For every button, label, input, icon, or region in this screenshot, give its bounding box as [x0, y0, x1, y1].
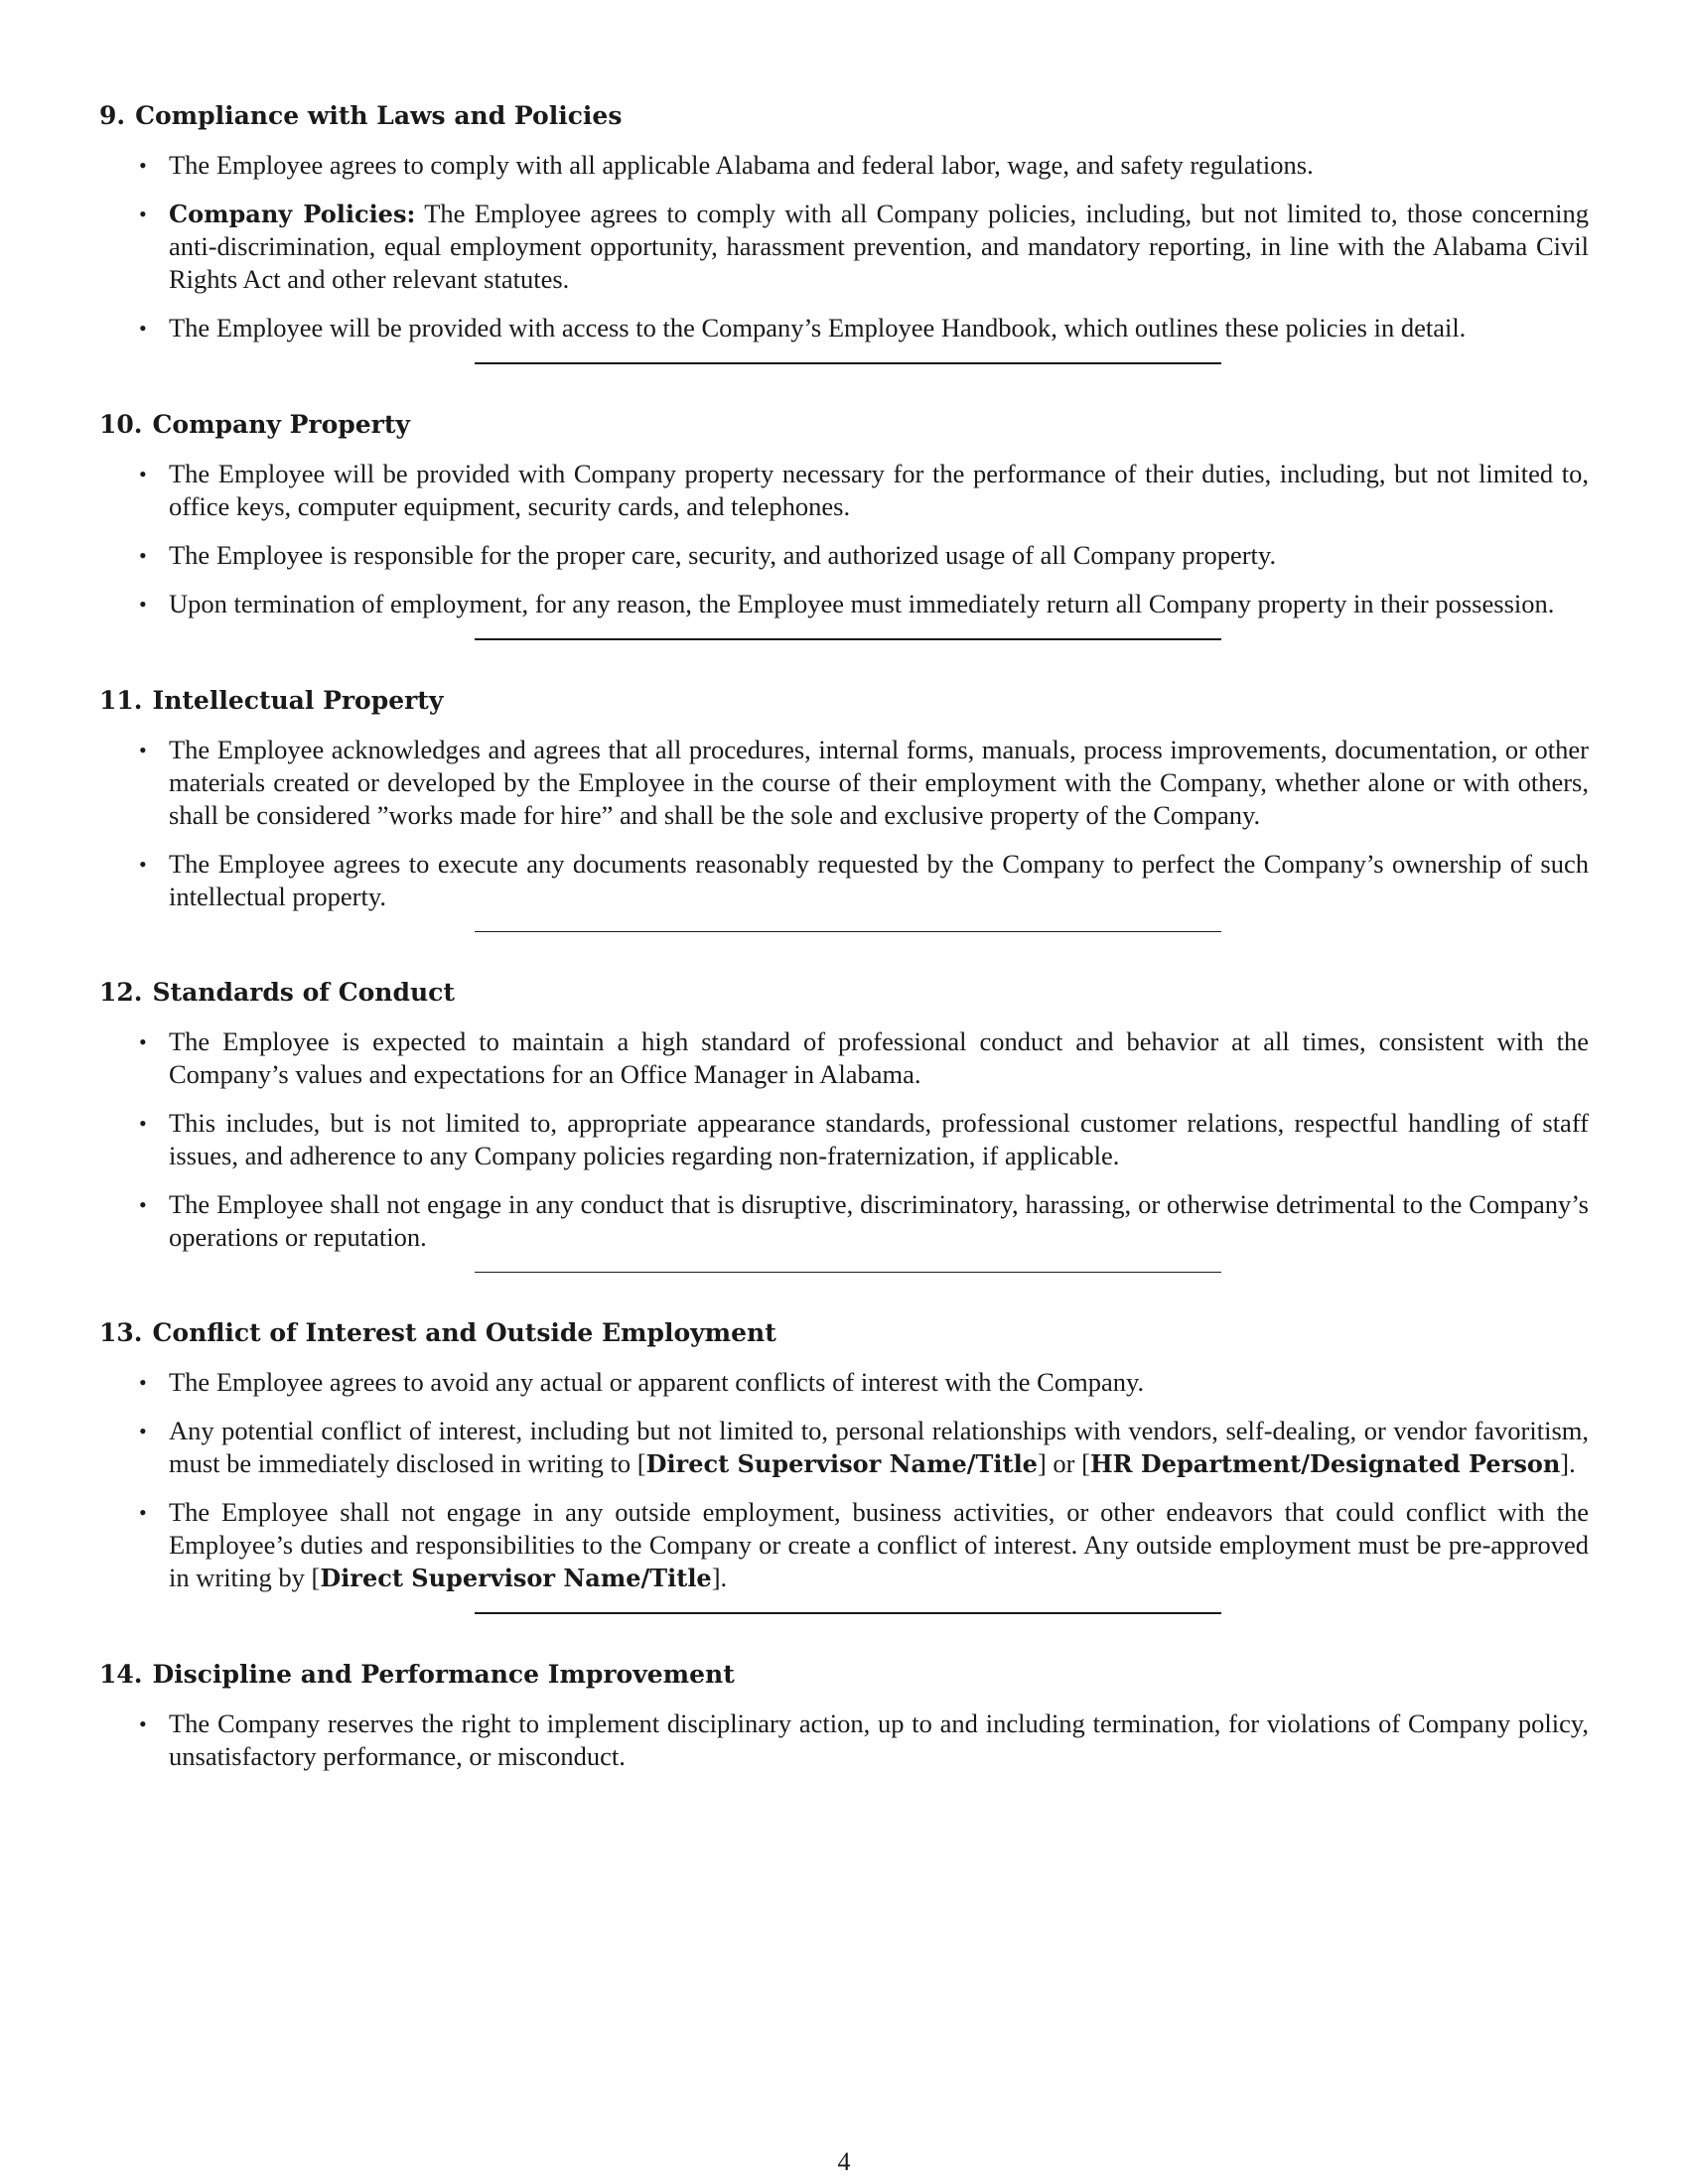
list-item: • The Employee shall not engage in any conduct that is disruptive, discriminatory, harassing, or otherwise detrimental to the Company’s operations or reputation. [139, 1189, 1589, 1252]
section-divider [475, 1612, 1221, 1614]
placeholder-supervisor: Direct Supervisor Name/Title [320, 1564, 712, 1592]
section-10 [99, 408, 1589, 640]
list-item: • Company Policies: The Employee agrees to comply with all Company policies, including, but not limited to, those concerning anti-discrimination, equal employment opportunity, harassment prevention, and mandatory reporting, in line with the Alabama Civil Rights Act and other relevant statutes. [139, 199, 1589, 294]
bullet-list [99, 149, 1589, 344]
section-number: 12. [99, 978, 143, 1007]
list-item: • The Employee is expected to maintain a high standard of professional conduct and behavior at all times, consistent with the Company’s values and expectations for an Office Manager in Alabama. [139, 1026, 1589, 1089]
section-13 [99, 1316, 1589, 1614]
list-item: • The Employee agrees to execute any documents reasonably requested by the Company to perfect the Company’s ownership of such intellectual property. [139, 849, 1589, 911]
section-divider [475, 638, 1221, 640]
bullet-icon: • [139, 153, 147, 178]
bullet-icon: • [139, 852, 147, 877]
section-title: Conflict of Interest and Outside Employment [152, 1318, 776, 1347]
list-item: • The Employee shall not engage in any outside employment, business activities, or other endeavors that could conflict with the Employee’s duties and responsibilities to the Company or create a conflict of interest. Any outside employment must be pre-approved in writing by [Direct Supervisor Name/Title]. [139, 1497, 1589, 1592]
section-heading [99, 1658, 1589, 1692]
bullet-list [99, 458, 1589, 620]
section-number: 13. [99, 1318, 143, 1347]
section-divider [475, 1272, 1221, 1273]
section-11 [99, 684, 1589, 932]
bullet-list [99, 734, 1589, 913]
placeholder-supervisor: Direct Supervisor Name/Title [645, 1449, 1038, 1478]
section-heading [99, 99, 1589, 133]
list-item: • The Employee agrees to avoid any actual or apparent conflicts of interest with the Company. [139, 1367, 1145, 1397]
bullet-icon: • [139, 592, 147, 616]
list-item: • The Employee will be provided with access to the Company’s Employee Handbook, which outlines these policies in detail. [139, 313, 1467, 342]
section-title: Standards of Conduct [152, 978, 455, 1007]
section-9 [99, 99, 1589, 364]
bullet-icon: • [139, 1192, 147, 1217]
section-number: 9. [99, 101, 126, 130]
list-item: • The Employee will be provided with Company property necessary for the performance of their duties, including, but not limited to, office keys, computer equipment, security cards, and telephones. [139, 459, 1589, 521]
section-heading [99, 976, 1589, 1010]
bullet-icon: • [139, 1029, 147, 1054]
section-number: 11. [99, 686, 143, 715]
list-item: • The Employee is responsible for the proper care, security, and authorized usage of all Company property. [139, 540, 1277, 570]
section-number: 10. [99, 410, 143, 439]
bullet-icon: • [139, 543, 147, 568]
bullet-icon: • [139, 462, 147, 486]
bullet-icon: • [139, 738, 147, 762]
bullet-list [99, 1025, 1589, 1254]
list-item: • The Employee acknowledges and agrees that all procedures, internal forms, manuals, process improvements, documentation, or other materials created or developed by the Employee in the course of their employment with the Company, whether alone or with others, shall be considered ”works made for hire” and shall be the sole and exclusive property of the Company. [139, 735, 1589, 830]
bullet-icon: • [139, 316, 147, 341]
section-title: Compliance with Laws and Policies [135, 101, 623, 130]
section-12 [99, 976, 1589, 1273]
bullet-icon: • [139, 202, 147, 226]
section-number: 14. [99, 1660, 143, 1689]
section-heading [99, 408, 1589, 442]
section-title: Discipline and Performance Improvement [152, 1660, 735, 1689]
section-heading [99, 1316, 1589, 1350]
section-divider [475, 362, 1221, 364]
list-item: • This includes, but is not limited to, appropriate appearance standards, professional customer relations, respectful handling of staff issues, and adherence to any Company policies regarding non-fraternization, if applicable. [139, 1108, 1589, 1170]
document-page [99, 99, 1589, 1789]
section-divider [475, 931, 1221, 932]
bullet-list [99, 1707, 1589, 1773]
list-item: • Any potential conflict of interest, including but not limited to, personal relationships with vendors, self-dealing, or vendor favoritism, must be immediately disclosed in writing to [Direct Supervisor Name/Title] or [HR Department/Designated Person]. [139, 1416, 1589, 1478]
item-lead: Company Policies: [169, 200, 416, 228]
placeholder-hr-department: HR Department/Designated Person [1089, 1449, 1561, 1478]
bullet-icon: • [139, 1711, 147, 1736]
bullet-icon: • [139, 1500, 147, 1525]
bullet-list [99, 1366, 1589, 1594]
list-item: • The Employee agrees to comply with all applicable Alabama and federal labor, wage, and safety regulations. [139, 150, 1314, 180]
section-title: Intellectual Property [152, 686, 444, 715]
section-14 [99, 1658, 1589, 1773]
bullet-icon: • [139, 1419, 147, 1443]
list-item: • Upon termination of employment, for any reason, the Employee must immediately return all Company property in their possession. [139, 589, 1555, 618]
page-number: 4 [837, 2147, 851, 2176]
bullet-icon: • [139, 1370, 147, 1395]
section-title: Company Property [152, 410, 410, 439]
bullet-icon: • [139, 1111, 147, 1136]
section-heading [99, 684, 1589, 718]
list-item: • The Company reserves the right to implement disciplinary action, up to and including termination, for violations of Company policy, unsatisfactory performance, or misconduct. [139, 1708, 1589, 1771]
